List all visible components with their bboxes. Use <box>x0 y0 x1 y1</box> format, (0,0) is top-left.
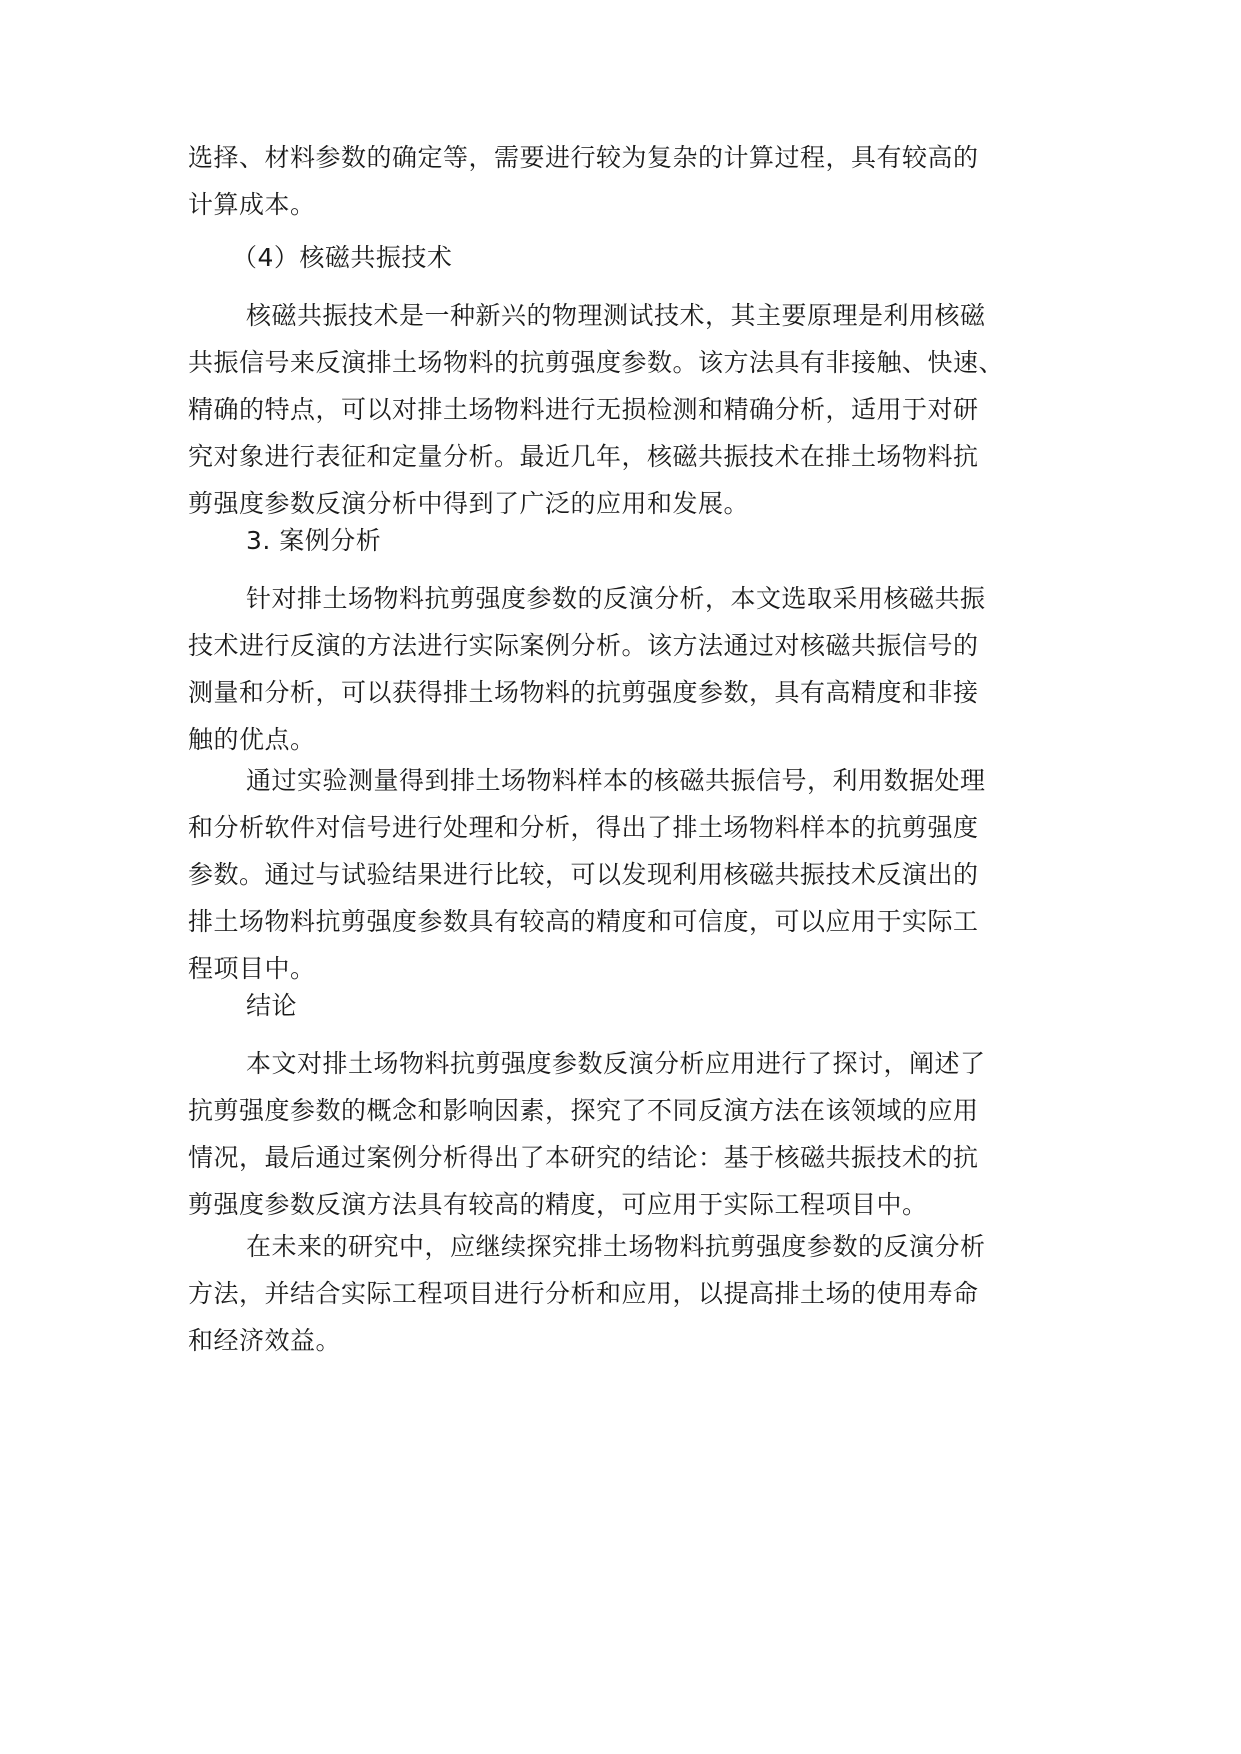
text-line: 和经济效益。 <box>188 1326 342 1355</box>
paragraph-continuation <box>188 134 1078 228</box>
text-line: 程项目中。 <box>188 954 316 983</box>
section-heading: 3. 案例分析 <box>246 526 382 555</box>
text-line: 选择、材料参数的确定等，需要进行较为复杂的计算过程，具有较高的 <box>188 143 979 172</box>
section-heading: 结论 <box>246 991 298 1020</box>
text-line: 核磁共振技术是一种新兴的物理测试技术，其主要原理是利用核磁 <box>246 301 986 330</box>
heading-nmr-technique <box>188 234 1078 281</box>
text-line: 剪强度参数反演分析中得到了广泛的应用和发展。 <box>188 489 750 518</box>
text-line: 方法，并结合实际工程项目进行分析和应用，以提高排土场的使用寿命 <box>188 1279 979 1308</box>
text-line: 究对象进行表征和定量分析。最近几年，核磁共振技术在排土场物料抗 <box>188 442 979 471</box>
text-line: 技术进行反演的方法进行实际案例分析。该方法通过对核磁共振信号的 <box>188 631 979 660</box>
section-heading: （4）核磁共振技术 <box>232 243 453 272</box>
text-line: 本文对排土场物料抗剪强度参数反演分析应用进行了探讨，阐述了 <box>246 1049 986 1078</box>
paragraph-conclusion-1 <box>188 1040 1078 1228</box>
text-line: 参数。通过与试验结果进行比较，可以发现利用核磁共振技术反演出的 <box>188 860 979 889</box>
heading-conclusion <box>188 982 1078 1029</box>
paragraph-conclusion-2 <box>188 1223 1078 1364</box>
text-line: 测量和分析，可以获得排土场物料的抗剪强度参数，具有高精度和非接 <box>188 678 979 707</box>
text-line: 针对排土场物料抗剪强度参数的反演分析，本文选取采用核磁共振 <box>246 584 986 613</box>
text-line: 在未来的研究中，应继续探究排土场物料抗剪强度参数的反演分析 <box>246 1232 986 1261</box>
heading-case-analysis <box>188 517 1078 564</box>
paragraph-nmr <box>188 292 1078 527</box>
text-line: 排土场物料抗剪强度参数具有较高的精度和可信度，可以应用于实际工 <box>188 907 979 936</box>
text-line: 和分析软件对信号进行处理和分析，得出了排土场物料样本的抗剪强度 <box>188 813 979 842</box>
text-line: 共振信号来反演排土场物料的抗剪强度参数。该方法具有非接触、快速、 <box>188 348 1005 377</box>
text-line: 计算成本。 <box>188 190 316 219</box>
text-line: 剪强度参数反演方法具有较高的精度，可应用于实际工程项目中。 <box>188 1190 928 1219</box>
text-line: 抗剪强度参数的概念和影响因素，探究了不同反演方法在该领域的应用 <box>188 1096 979 1125</box>
text-line: 触的优点。 <box>188 725 316 754</box>
text-line: 通过实验测量得到排土场物料样本的核磁共振信号，利用数据处理 <box>246 766 986 795</box>
text-line: 精确的特点，可以对排土场物料进行无损检测和精确分析，适用于对研 <box>188 395 979 424</box>
paragraph-case-2 <box>188 757 1078 992</box>
text-line: 情况，最后通过案例分析得出了本研究的结论：基于核磁共振技术的抗 <box>188 1143 979 1172</box>
paragraph-case-1 <box>188 575 1078 763</box>
